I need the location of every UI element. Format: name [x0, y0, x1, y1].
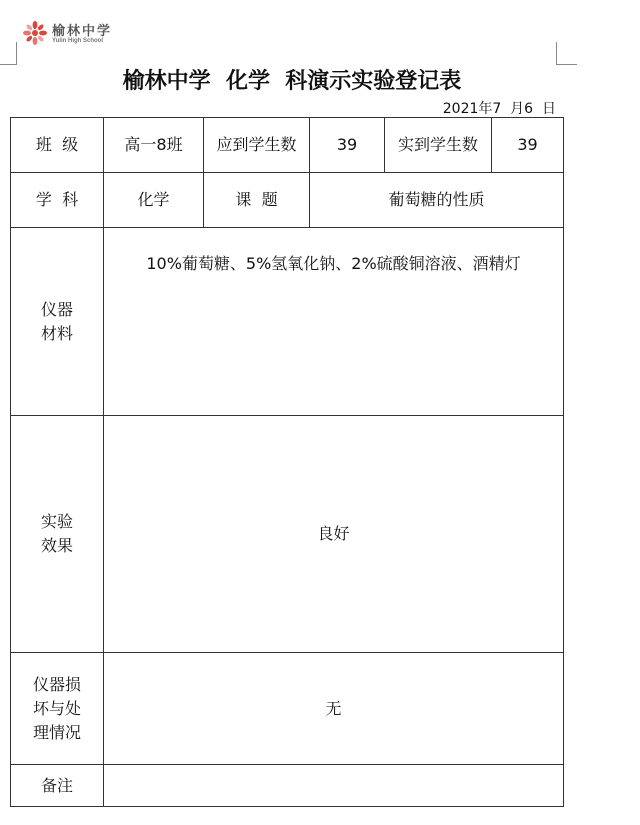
effect-value: 良好 — [317, 524, 350, 543]
record-date: 2021年7 月6 日 — [442, 101, 556, 117]
table-row-class-info — [11, 118, 564, 173]
class-value: 高一8班 — [124, 135, 183, 154]
topic-value-cell — [310, 173, 564, 228]
damage-label-cell — [11, 653, 104, 765]
damage-value-cell — [104, 653, 564, 765]
effect-label-cell — [11, 416, 104, 653]
topic-label-cell — [204, 173, 310, 228]
materials-label: 仪器 材料 — [40, 299, 73, 343]
crop-mark-right — [556, 42, 577, 65]
effect-label: 实验 效果 — [40, 512, 73, 555]
experiment-record-table — [10, 117, 564, 807]
actual-students-value: 39 — [517, 135, 538, 154]
remarks-label: 备注 — [40, 775, 73, 795]
subject-value-cell — [104, 173, 204, 228]
subject-label: 学 科 — [35, 190, 79, 209]
school-logo — [22, 18, 132, 48]
topic-value: 葡萄糖的性质 — [388, 190, 485, 209]
table-row-damage — [11, 653, 564, 765]
damage-value: 无 — [325, 698, 342, 718]
actual-students-label-cell — [385, 118, 492, 173]
subject-label-cell — [11, 173, 104, 228]
expected-students-label: 应到学生数 — [216, 135, 297, 154]
page-title: 榆林中学 化学 科演示实验登记表 — [122, 69, 462, 94]
expected-students-label-cell — [204, 118, 310, 173]
class-label-cell — [11, 118, 104, 173]
expected-students-value: 39 — [336, 135, 358, 154]
table-row-effect — [11, 416, 564, 653]
effect-value-cell — [104, 416, 564, 653]
table-row-remarks — [11, 765, 564, 807]
school-emblem-icon — [22, 20, 48, 46]
materials-value: 10%葡萄糖、5%氢氧化钠、2%硫酸铜溶液、酒精灯 — [146, 254, 521, 273]
materials-label-cell — [11, 228, 104, 416]
topic-label: 课 题 — [235, 190, 278, 209]
class-value-cell — [104, 118, 204, 173]
logo-name-cn: 榆林中学 — [52, 24, 113, 39]
expected-students-value-cell — [310, 118, 385, 173]
materials-value-cell — [104, 228, 564, 416]
crop-mark-left — [0, 42, 17, 65]
class-label: 班 级 — [35, 135, 79, 154]
actual-students-value-cell — [492, 118, 564, 173]
table-row-materials — [11, 228, 564, 416]
subject-value: 化学 — [137, 190, 170, 209]
remarks-label-cell — [11, 765, 104, 807]
logo-name-en: Yulin High School — [52, 38, 103, 44]
damage-label: 仪器损 坏与处 理情况 — [32, 674, 81, 742]
actual-students-label: 实到学生数 — [397, 135, 478, 154]
remarks-value-cell — [104, 765, 564, 807]
table-row-subject-info — [11, 173, 564, 228]
